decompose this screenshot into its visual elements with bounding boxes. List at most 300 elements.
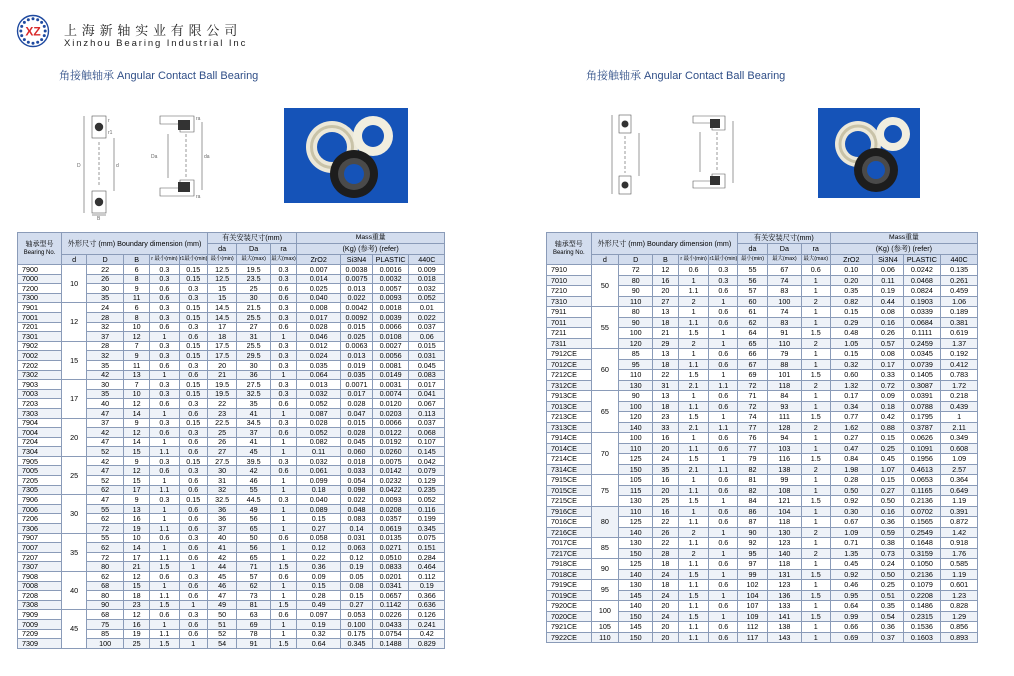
cell-r: 0.6 <box>678 265 709 276</box>
cell-Da: 27.5 <box>237 380 271 390</box>
cell-mass-440c: 0.893 <box>941 632 978 643</box>
cell-bearing-no: 7308 <box>18 600 62 610</box>
cell-mass-plastic: 0.0232 <box>372 476 409 486</box>
cell-r: 2.1 <box>678 422 709 433</box>
bearing-spec-table <box>17 232 482 649</box>
cell-ra: 0.6 <box>270 466 296 476</box>
cell-Da: 32.5 <box>237 389 271 399</box>
cell-ra: 0.3 <box>270 456 296 466</box>
cell-ra: 0.3 <box>270 351 296 361</box>
cell-mass-si3n4: 0.36 <box>873 622 904 633</box>
cell-mass-440c: 0.636 <box>409 600 445 610</box>
cell-Da: 123 <box>767 580 801 591</box>
cell-D: 90 <box>619 391 653 402</box>
cell-ra: 1 <box>270 514 296 524</box>
cell-da: 25 <box>207 428 236 438</box>
cell-r1: 0.3 <box>179 284 207 294</box>
cell-mass-440c: 0.381 <box>941 317 978 328</box>
cell-D: 35 <box>87 360 124 370</box>
cell-mass-si3n4: 0.013 <box>341 284 372 294</box>
installation-dimension-header: 有关安装尺寸(mm) <box>738 233 830 244</box>
cell-Da: 123 <box>767 538 801 549</box>
cell-mass-plastic: 0.1565 <box>903 517 940 528</box>
cell-da: 26 <box>207 437 236 447</box>
col-header-ra: ra <box>801 244 830 255</box>
cell-mass-si3n4: 0.11 <box>873 275 904 286</box>
cell-B: 10 <box>124 389 150 399</box>
table-row <box>18 265 482 275</box>
cell-mass-plastic: 0.2459 <box>903 338 940 349</box>
cell-r1: 0.6 <box>179 437 207 447</box>
cell-bearing-no: 7019CE <box>547 590 592 601</box>
cell-mass-plastic: 0.2136 <box>903 496 940 507</box>
cell-r: 0.3 <box>150 274 179 284</box>
col-header-440c: 440C <box>409 255 445 265</box>
cell-r: 2 <box>678 548 709 559</box>
cell-mass-si3n4: 0.022 <box>341 293 372 303</box>
cell-d: 100 <box>591 601 619 622</box>
cell-mass-zro2: 0.012 <box>297 341 341 351</box>
cell-mass-si3n4: 0.083 <box>341 514 372 524</box>
table-row <box>18 524 482 534</box>
cell-D: 100 <box>619 328 653 339</box>
table-row <box>18 591 482 601</box>
logo-letters: XZ <box>25 24 41 39</box>
cell-r: 0.3 <box>150 456 179 466</box>
cell-bearing-no: 7005 <box>18 466 62 476</box>
cell-mass-plastic: 0.1488 <box>372 639 409 649</box>
cell-bearing-no: 7015CE <box>547 485 592 496</box>
cell-ra: 1 <box>270 408 296 418</box>
bearing-no-header <box>18 233 62 265</box>
cell-mass-440c: 0.151 <box>409 543 445 553</box>
cell-bearing-no: 7314CE <box>547 464 592 475</box>
cell-mass-zro2: 0.92 <box>830 569 872 580</box>
cell-da: 44 <box>207 562 236 572</box>
company-name-cn: 上海新轴实业有限公司 <box>64 24 243 39</box>
col-header-da: da <box>207 244 236 255</box>
cell-mass-si3n4: 0.060 <box>341 447 372 457</box>
table-row <box>18 572 482 582</box>
cell-da: 82 <box>738 464 768 475</box>
cell-mass-plastic: 0.0142 <box>372 466 409 476</box>
cell-Da: 41 <box>237 437 271 447</box>
cell-r: 1.1 <box>150 447 179 457</box>
cell-mass-plastic: 0.1795 <box>903 412 940 423</box>
cell-r1: 1 <box>709 611 738 622</box>
cell-mass-440c: 1.19 <box>941 496 978 507</box>
cell-mass-440c: 0.017 <box>409 380 445 390</box>
cell-bearing-no: 7201 <box>18 322 62 332</box>
cell-bearing-no: 7008 <box>18 581 62 591</box>
cell-mass-plastic: 0.0824 <box>903 286 940 297</box>
cell-D: 72 <box>87 552 124 562</box>
cell-da: 27.5 <box>207 456 236 466</box>
cell-Da: 62 <box>237 581 271 591</box>
cell-bearing-no: 7004 <box>18 428 62 438</box>
cell-ra: 1.5 <box>801 496 830 507</box>
cell-r1: 0.15 <box>179 389 207 399</box>
cell-mass-zro2: 0.20 <box>830 275 872 286</box>
cell-da: 66 <box>738 349 768 360</box>
cell-r: 1.5 <box>678 611 709 622</box>
cell-D: 28 <box>87 341 124 351</box>
cell-mass-zro2: 0.028 <box>297 418 341 428</box>
cell-Da: 83 <box>767 286 801 297</box>
cell-D: 80 <box>619 307 653 318</box>
cell-mass-si3n4: 0.345 <box>341 639 372 649</box>
cell-mass-plastic: 0.2315 <box>903 611 940 622</box>
col-header-B: B <box>653 255 678 265</box>
cell-r1: 0.3 <box>709 265 738 276</box>
cell-mass-si3n4: 0.24 <box>873 559 904 570</box>
cell-D: 42 <box>87 456 124 466</box>
cell-da: 95 <box>738 548 768 559</box>
cell-r1: 0.3 <box>179 293 207 303</box>
cell-r1: 0.6 <box>709 401 738 412</box>
cell-r: 1 <box>678 307 709 318</box>
cell-B: 15 <box>124 581 150 591</box>
cell-mass-si3n4: 0.025 <box>341 332 372 342</box>
cell-r1: 1.1 <box>709 464 738 475</box>
cell-da: 104 <box>738 590 768 601</box>
cell-D: 28 <box>87 312 124 322</box>
cell-mass-440c: 0.439 <box>941 401 978 412</box>
cell-mass-plastic: 0.0135 <box>372 533 409 543</box>
cell-mass-plastic: 0.3159 <box>903 548 940 559</box>
cell-r1: 0.6 <box>709 475 738 486</box>
cell-da: 47 <box>207 591 236 601</box>
cell-B: 25 <box>653 496 678 507</box>
cell-ra: 1.5 <box>801 569 830 580</box>
cell-D: 125 <box>619 517 653 528</box>
cell-mass-plastic: 0.3087 <box>903 380 940 391</box>
cell-Da: 30 <box>237 293 271 303</box>
cell-mass-zro2: 0.95 <box>830 590 872 601</box>
cell-mass-si3n4: 0.15 <box>873 475 904 486</box>
cell-d: 10 <box>62 265 87 303</box>
cell-mass-plastic: 0.0108 <box>372 332 409 342</box>
cell-r: 0.6 <box>150 399 179 409</box>
table-row <box>18 389 482 399</box>
cell-bearing-no: 7906 <box>18 495 62 505</box>
cell-mass-si3n4: 0.0071 <box>341 380 372 390</box>
cell-da: 77 <box>738 422 768 433</box>
cell-r1: 1 <box>709 370 738 381</box>
cell-r1: 0.6 <box>179 543 207 553</box>
cell-mass-zro2: 0.27 <box>830 433 872 444</box>
cell-r: 0.3 <box>150 351 179 361</box>
cell-bearing-no: 7203 <box>18 399 62 409</box>
cell-D: 37 <box>87 418 124 428</box>
table-row <box>18 293 482 303</box>
table-row <box>547 349 1008 360</box>
cell-r1: 0.6 <box>179 619 207 629</box>
cell-ra: 1 <box>270 476 296 486</box>
cell-da: 30 <box>207 466 236 476</box>
cell-Da: 34.5 <box>237 418 271 428</box>
table-row <box>18 514 482 524</box>
cell-B: 18 <box>653 401 678 412</box>
cell-r1: 0.6 <box>709 307 738 318</box>
cell-mass-zro2: 0.032 <box>297 389 341 399</box>
cell-da: 45 <box>207 572 236 582</box>
cell-mass-si3n4: 0.035 <box>341 370 372 380</box>
cell-B: 16 <box>653 275 678 286</box>
cell-D: 42 <box>87 428 124 438</box>
mass-header: Mass重量 <box>830 233 978 244</box>
table-row <box>18 428 482 438</box>
cell-mass-zro2: 0.84 <box>830 454 872 465</box>
cell-r1: 0.15 <box>179 456 207 466</box>
cell-ra: 2 <box>801 527 830 538</box>
cell-ra: 0.6 <box>270 572 296 582</box>
cell-mass-440c: 0.018 <box>409 274 445 284</box>
cell-mass-si3n4: 0.09 <box>873 391 904 402</box>
cell-r1: 0.3 <box>179 322 207 332</box>
table-row <box>18 466 482 476</box>
cell-mass-plastic: 0.1956 <box>903 454 940 465</box>
cell-r: 1.1 <box>150 552 179 562</box>
cell-mass-plastic: 0.0093 <box>372 293 409 303</box>
cell-mass-plastic: 0.0271 <box>372 543 409 553</box>
cell-mass-440c: 0.459 <box>941 286 978 297</box>
cell-d: 17 <box>62 380 87 418</box>
cell-r1: 1 <box>709 590 738 601</box>
cell-da: 36 <box>207 514 236 524</box>
cell-mass-zro2: 0.052 <box>297 428 341 438</box>
cell-mass-440c: 0.649 <box>941 485 978 496</box>
cell-mass-si3n4: 0.15 <box>341 591 372 601</box>
cell-B: 9 <box>124 418 150 428</box>
cell-r1: 1 <box>709 412 738 423</box>
cell-D: 47 <box>87 466 124 476</box>
cell-bearing-no: 7919CE <box>547 580 592 591</box>
cell-ra: 1.5 <box>801 370 830 381</box>
cell-B: 29 <box>653 338 678 349</box>
cell-bearing-no: 7303 <box>18 408 62 418</box>
table-row <box>547 538 1008 549</box>
cell-mass-si3n4: 0.05 <box>341 572 372 582</box>
cell-bearing-no: 7212CE <box>547 370 592 381</box>
cell-ra: 1.5 <box>801 454 830 465</box>
cell-mass-si3n4: 0.031 <box>341 533 372 543</box>
cell-mass-zro2: 0.69 <box>830 632 872 643</box>
cell-Da: 118 <box>767 517 801 528</box>
cell-da: 67 <box>738 359 768 370</box>
cell-bearing-no: 7209 <box>18 629 62 639</box>
cell-ra: 0.6 <box>270 428 296 438</box>
cell-mass-zro2: 0.46 <box>830 580 872 591</box>
cell-mass-si3n4: 0.27 <box>873 485 904 496</box>
bearing-section-diagram <box>74 112 124 222</box>
table-row <box>18 495 482 505</box>
cell-Da: 78 <box>237 629 271 639</box>
table-row <box>547 559 1008 570</box>
cell-D: 130 <box>619 580 653 591</box>
cell-mass-zro2: 0.30 <box>830 506 872 517</box>
cell-r1: 0.15 <box>179 380 207 390</box>
cell-r1: 0.3 <box>179 360 207 370</box>
cell-Da: 63 <box>237 610 271 620</box>
cell-r1: 0.6 <box>709 517 738 528</box>
table-row <box>547 580 1008 591</box>
cell-r1: 1 <box>709 569 738 580</box>
cell-r: 1 <box>150 504 179 514</box>
cell-bearing-no: 7311 <box>547 338 592 349</box>
cell-mass-si3n4: 0.51 <box>873 590 904 601</box>
cell-Da: 131 <box>767 569 801 580</box>
cell-bearing-no: 7007 <box>18 543 62 553</box>
cell-r: 0.3 <box>150 265 179 275</box>
cell-mass-440c: 0.391 <box>941 506 978 517</box>
cell-da: 23 <box>207 408 236 418</box>
cell-r: 1.1 <box>678 517 709 528</box>
cell-mass-si3n4: 0.08 <box>873 349 904 360</box>
cell-mass-440c: 2.11 <box>941 422 978 433</box>
cell-Da: 140 <box>767 548 801 559</box>
cell-Da: 25.5 <box>237 341 271 351</box>
cell-r: 0.3 <box>150 312 179 322</box>
col-header-si3n4: Si3N4 <box>873 255 904 265</box>
cell-da: 42 <box>207 552 236 562</box>
svg-text:r1: r1 <box>108 130 113 136</box>
cell-mass-si3n4: 0.033 <box>341 466 372 476</box>
cell-da: 36 <box>207 504 236 514</box>
cell-mass-plastic: 0.0341 <box>372 581 409 591</box>
cell-bearing-no: 7903 <box>18 380 62 390</box>
cell-mass-440c: 0.619 <box>941 328 978 339</box>
cell-da: 46 <box>207 581 236 591</box>
cell-mass-si3n4: 0.88 <box>873 422 904 433</box>
cell-mass-440c: 0.412 <box>941 359 978 370</box>
col-header-d: d <box>62 255 87 265</box>
cell-mass-plastic: 0.0357 <box>372 514 409 524</box>
cell-D: 90 <box>619 286 653 297</box>
cell-mass-si3n4: 0.0042 <box>341 303 372 313</box>
col-header-zro2: ZrO2 <box>297 255 341 265</box>
cell-Da: 143 <box>767 632 801 643</box>
cell-mass-plastic: 0.2208 <box>903 590 940 601</box>
cell-mass-plastic: 0.1079 <box>903 580 940 591</box>
cell-da: 14.5 <box>207 303 236 313</box>
cell-mass-plastic: 0.0619 <box>372 524 409 534</box>
cell-r: 1.1 <box>678 622 709 633</box>
cell-ra: 1.5 <box>270 562 296 572</box>
cell-Da: 108 <box>767 485 801 496</box>
cell-mass-440c: 0.218 <box>941 391 978 402</box>
cell-bearing-no: 7206 <box>18 514 62 524</box>
table-row <box>18 552 482 562</box>
cell-ra: 0.6 <box>270 322 296 332</box>
cell-mass-plastic: 0.0192 <box>372 437 409 447</box>
cell-mass-zro2: 0.48 <box>830 328 872 339</box>
table-row <box>547 632 1008 643</box>
cell-mass-plastic: 0.0433 <box>372 619 409 629</box>
cell-mass-440c: 0.241 <box>409 619 445 629</box>
cell-B: 24 <box>653 454 678 465</box>
cell-mass-si3n4: 0.25 <box>873 443 904 454</box>
cell-D: 85 <box>619 349 653 360</box>
cell-B: 12 <box>124 572 150 582</box>
cell-bearing-no: 7918CE <box>547 559 592 570</box>
cell-Da: 50 <box>237 533 271 543</box>
cell-bearing-no: 7916CE <box>547 506 592 517</box>
cell-da: 76 <box>738 433 768 444</box>
cell-mass-plastic: 0.0081 <box>372 360 409 370</box>
cell-Da: 30 <box>237 360 271 370</box>
cell-Da: 44.5 <box>237 495 271 505</box>
cell-da: 31 <box>207 476 236 486</box>
col-header-D: D <box>87 255 124 265</box>
cell-mass-440c: 0.079 <box>409 466 445 476</box>
cell-ra: 1 <box>801 433 830 444</box>
cell-r: 1 <box>150 581 179 591</box>
cell-da: 79 <box>738 454 768 465</box>
cell-D: 72 <box>87 524 124 534</box>
cell-D: 110 <box>619 443 653 454</box>
cell-mass-zro2: 0.77 <box>830 412 872 423</box>
cell-D: 52 <box>87 476 124 486</box>
cell-mass-plastic: 0.0653 <box>903 475 940 486</box>
cell-r: 1 <box>150 514 179 524</box>
cell-Da: 111 <box>767 412 801 423</box>
cell-Da: 65 <box>237 552 271 562</box>
cell-mass-zro2: 0.035 <box>297 360 341 370</box>
col-header-ra-max: 最大(max) <box>270 255 296 265</box>
cell-bearing-no: 7214CE <box>547 454 592 465</box>
cell-r: 1.1 <box>678 401 709 412</box>
cell-mass-plastic: 0.0093 <box>372 495 409 505</box>
table-row <box>18 312 482 322</box>
cell-B: 18 <box>653 317 678 328</box>
cell-da: 87 <box>738 517 768 528</box>
cell-Da: 21.5 <box>237 303 271 313</box>
col-header-d: d <box>591 255 619 265</box>
cell-bearing-no: 7020CE <box>547 611 592 622</box>
cell-da: 72 <box>738 380 768 391</box>
cell-mass-si3n4: 0.36 <box>873 517 904 528</box>
cell-B: 20 <box>653 443 678 454</box>
cell-mass-plastic: 0.3787 <box>903 422 940 433</box>
cell-ra: 0.6 <box>270 533 296 543</box>
cell-r1: 0.6 <box>179 591 207 601</box>
cell-d: 40 <box>62 572 87 610</box>
cell-mass-plastic: 0.0208 <box>372 504 409 514</box>
cell-Da: 93 <box>767 401 801 412</box>
cell-r: 1.1 <box>678 359 709 370</box>
cell-ra: 1 <box>801 485 830 496</box>
cell-mass-zro2: 0.92 <box>830 496 872 507</box>
cell-B: 16 <box>124 619 150 629</box>
cell-mass-plastic: 0.1536 <box>903 622 940 633</box>
cell-ra: 0.6 <box>270 399 296 409</box>
cell-mass-zro2: 0.040 <box>297 293 341 303</box>
cell-da: 62 <box>738 317 768 328</box>
cell-mass-plastic: 0.0468 <box>903 275 940 286</box>
cell-r1: 0.3 <box>179 610 207 620</box>
cell-bearing-no: 7202 <box>18 360 62 370</box>
cell-d: 75 <box>591 475 619 507</box>
cell-r: 1 <box>150 332 179 342</box>
cell-D: 115 <box>619 485 653 496</box>
cell-bearing-no: 7904 <box>18 418 62 428</box>
cell-D: 145 <box>619 622 653 633</box>
cell-B: 7 <box>124 380 150 390</box>
cell-B: 17 <box>124 485 150 495</box>
cell-d: 45 <box>62 610 87 648</box>
cell-bearing-no: 7914CE <box>547 433 592 444</box>
